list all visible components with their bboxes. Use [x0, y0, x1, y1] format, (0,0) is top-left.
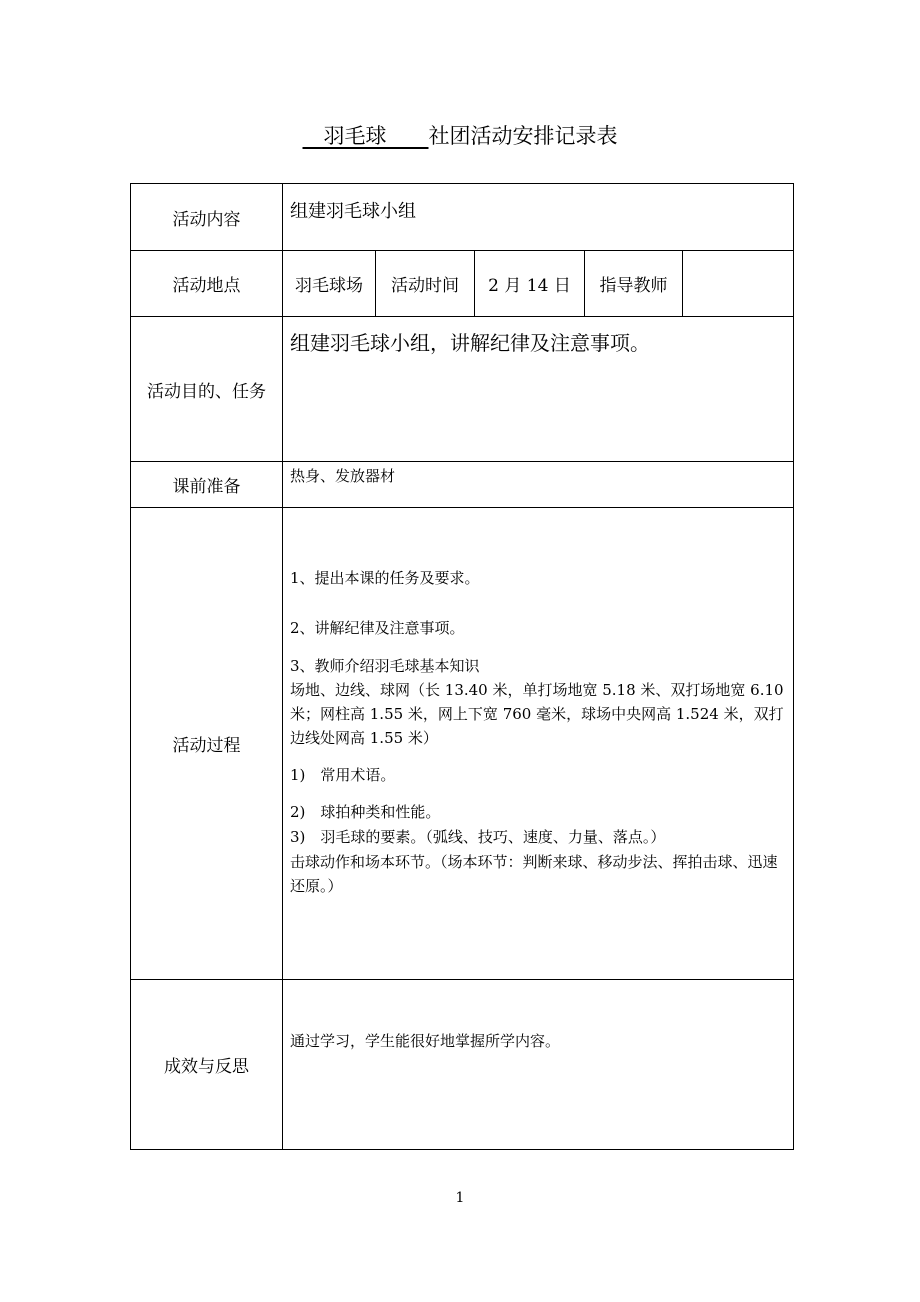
process-sub-2: 2) 球拍种类和性能。: [290, 803, 441, 821]
process-sub-3: 3) 羽毛球的要素。（弧线、技巧、速度、力量、落点。）: [290, 828, 666, 846]
process-item-2: 2、讲解纪律及注意事项。: [290, 619, 465, 637]
title-suffix: 社团活动安排记录表: [428, 124, 618, 148]
process-stroke: 击球动作和场本环节。（场本环节：判断来球、移动步法、挥拍击球、迅速还原。）: [290, 853, 778, 895]
table-border-right: [793, 183, 794, 1150]
teacher-label: 指导教师: [599, 276, 668, 296]
page-number: 1: [455, 1190, 465, 1206]
location-value: 羽毛球场: [295, 276, 363, 296]
reflection-value: 通过学习，学生能很好地掌握所学内容。: [290, 1032, 561, 1050]
process-sub-1: 1) 常用术语。: [290, 766, 396, 784]
process-item-1: 1、提出本课的任务及要求。: [290, 569, 480, 587]
preparation-value: 热身、发放器材: [290, 467, 396, 485]
column-divider: [282, 183, 283, 1150]
time-value: 2 月 14 日: [488, 276, 571, 296]
purpose-value: 组建羽毛球小组，讲解纪律及注意事项。: [290, 331, 650, 355]
title-club-name: 羽毛球: [323, 124, 387, 148]
process-item-3: 3、教师介绍羽毛球基本知识: [290, 657, 480, 675]
preparation-label: 课前准备: [172, 477, 241, 497]
reflection-label: 成效与反思: [164, 1057, 249, 1077]
process-court-details: 场地、边线、球网（长 13.40 米，单打场地宽 5.18 米、双打场地宽 6.10 米；网柱高 1.55 米，网上下宽 760 毫米，球场中央网高 1.524 米，双打边线处网高 1.55 米）: [290, 681, 784, 747]
location-label: 活动地点: [172, 276, 241, 296]
content-label: 活动内容: [172, 209, 241, 230]
process-label: 活动过程: [172, 736, 241, 756]
time-label: 活动时间: [391, 276, 459, 296]
document-title: [0, 121, 920, 151]
teacher-value: [683, 251, 793, 316]
content-value: 组建羽毛球小组: [290, 201, 416, 222]
table-border-bottom: [130, 1149, 794, 1150]
purpose-label: 活动目的、任务: [147, 381, 266, 402]
